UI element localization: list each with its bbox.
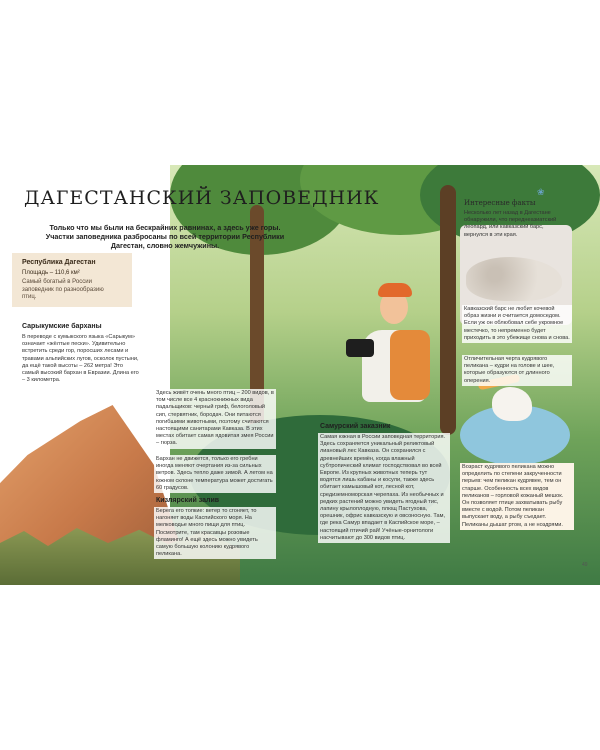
samur-heading: Самурский заказник xyxy=(320,423,391,430)
republic-title: Республика Дагестан xyxy=(22,259,96,266)
butterfly-icon: ❀ xyxy=(537,187,545,197)
republic-area: Площадь – 110,6 км² xyxy=(22,270,80,276)
fact-1: Несколько лет назад в Дагестане обнаружили, что переднеазиатский леопард, или кавказский барс, вернулся в эти края. xyxy=(464,210,557,238)
samur-text: Самая южная в России заповедная территория. Здесь сохраняется уникальный реликтовый лиановый лес Кавказа. Он сохранился с древнейших времён, когда влажный субтропический климат господствовал во всей Европе. Из крупных животных теперь тут водятся лишь кабаны и косули, также здесь обитает камышовый кот, лесной кот, средиземноморская черепаха. Из необычных и редких растений можно увидеть ягодный тис, лапину крылоплодную, плющ Пастухова, орешник, офрис кавказскую и овсоносную. Там, где река Самур впадает в Каспийское море, – настоящий птичий рай! Учёные-орнитологи насчитывают до 300 видов птиц. xyxy=(318,433,450,543)
republic-description: Самый богатый в России заповедник по разнообразию птиц. xyxy=(22,279,104,300)
intro-text: Только что мы были на бескрайних равнинах, а здесь уже горы. Участки заповедника разбросаны по всей территории Республики Дагестан, словно жемчужины. xyxy=(45,223,285,250)
book-spread xyxy=(0,165,600,585)
snow-leopard xyxy=(466,257,562,301)
sarykum-heading: Сарыкумские барханы xyxy=(22,323,102,330)
page-number: 49 xyxy=(582,562,588,568)
facts-title: Интересные факты xyxy=(464,199,536,207)
fact-2: Кавказский барс не любит кочевой образ жизни и считается домоседом. Если уж он облюбовал себе укромное местечко, то непременно будет приходить в это убежище снова и снова. xyxy=(462,305,572,343)
barkhan-text: Бархан не движется, только его гребни иногда меняют очертания из-за сильных ветров. Здесь тепло даже зимой. А летом на южном склоне температура может достигать 60 градусов. xyxy=(154,455,276,493)
fact-3: Отличительная черта кудрявого пеликана – кудри на голове и шее, которые образуются от длинного оперения. xyxy=(462,355,572,386)
page-title: ДАГЕСТАНСКИЙ ЗАПОВЕДНИК xyxy=(24,187,380,209)
tree-trunk xyxy=(440,185,456,435)
kizlyar-text: Берега его топкие: ветер то сгоняет, то нагоняет воды Каспийского моря. На мелководье много пищи для птиц. Посмотрите, там красавцы розовые фламинго! А ещё здесь можно увидеть самую большую колонию кудрявого пеликана. xyxy=(154,507,276,559)
pelican xyxy=(492,387,532,421)
explorer-backpack xyxy=(390,330,430,400)
fact-4: Возраст кудрявого пеликана можно определить по степени закрученности перьев: чем пеликан кудрявее, тем он старше. Особенность всех видов пеликанов – горловой кожаный мешок. Он позволяет птице захватывать рыбу вместе с водой. Потом пеликан выпускает воду, а рыбу съедает. Пеликаны дышат ртом, а не ноздрями. xyxy=(460,463,574,530)
birds-text: Здесь живёт очень много птиц – 200 видов, в том числе все 4 краснокнижных вида падальщиков: черный гриф, белоголовый сип, стервятник, бородач. Они питаются погибшими животными, поэтому считаются настоящими санитарами Кавказа. В этих местах обитает самая ядовитая змея России – гюрза. xyxy=(154,389,276,449)
kizlyar-heading: Кизлярский залив xyxy=(156,497,220,504)
sarykum-text: В переводе с кумыкского языка «Сарыкум» означает «жёлтые пески». Удивительно встретить среди гор, поросших лесами и травами альпийских лугов, осколок пустыни, да ещё такой высоты – 262 метра! Это самый высокий бархан в Евразии. Длина его – 3 километра. xyxy=(20,333,142,385)
explorer-cap xyxy=(378,283,412,297)
camera xyxy=(346,339,374,357)
